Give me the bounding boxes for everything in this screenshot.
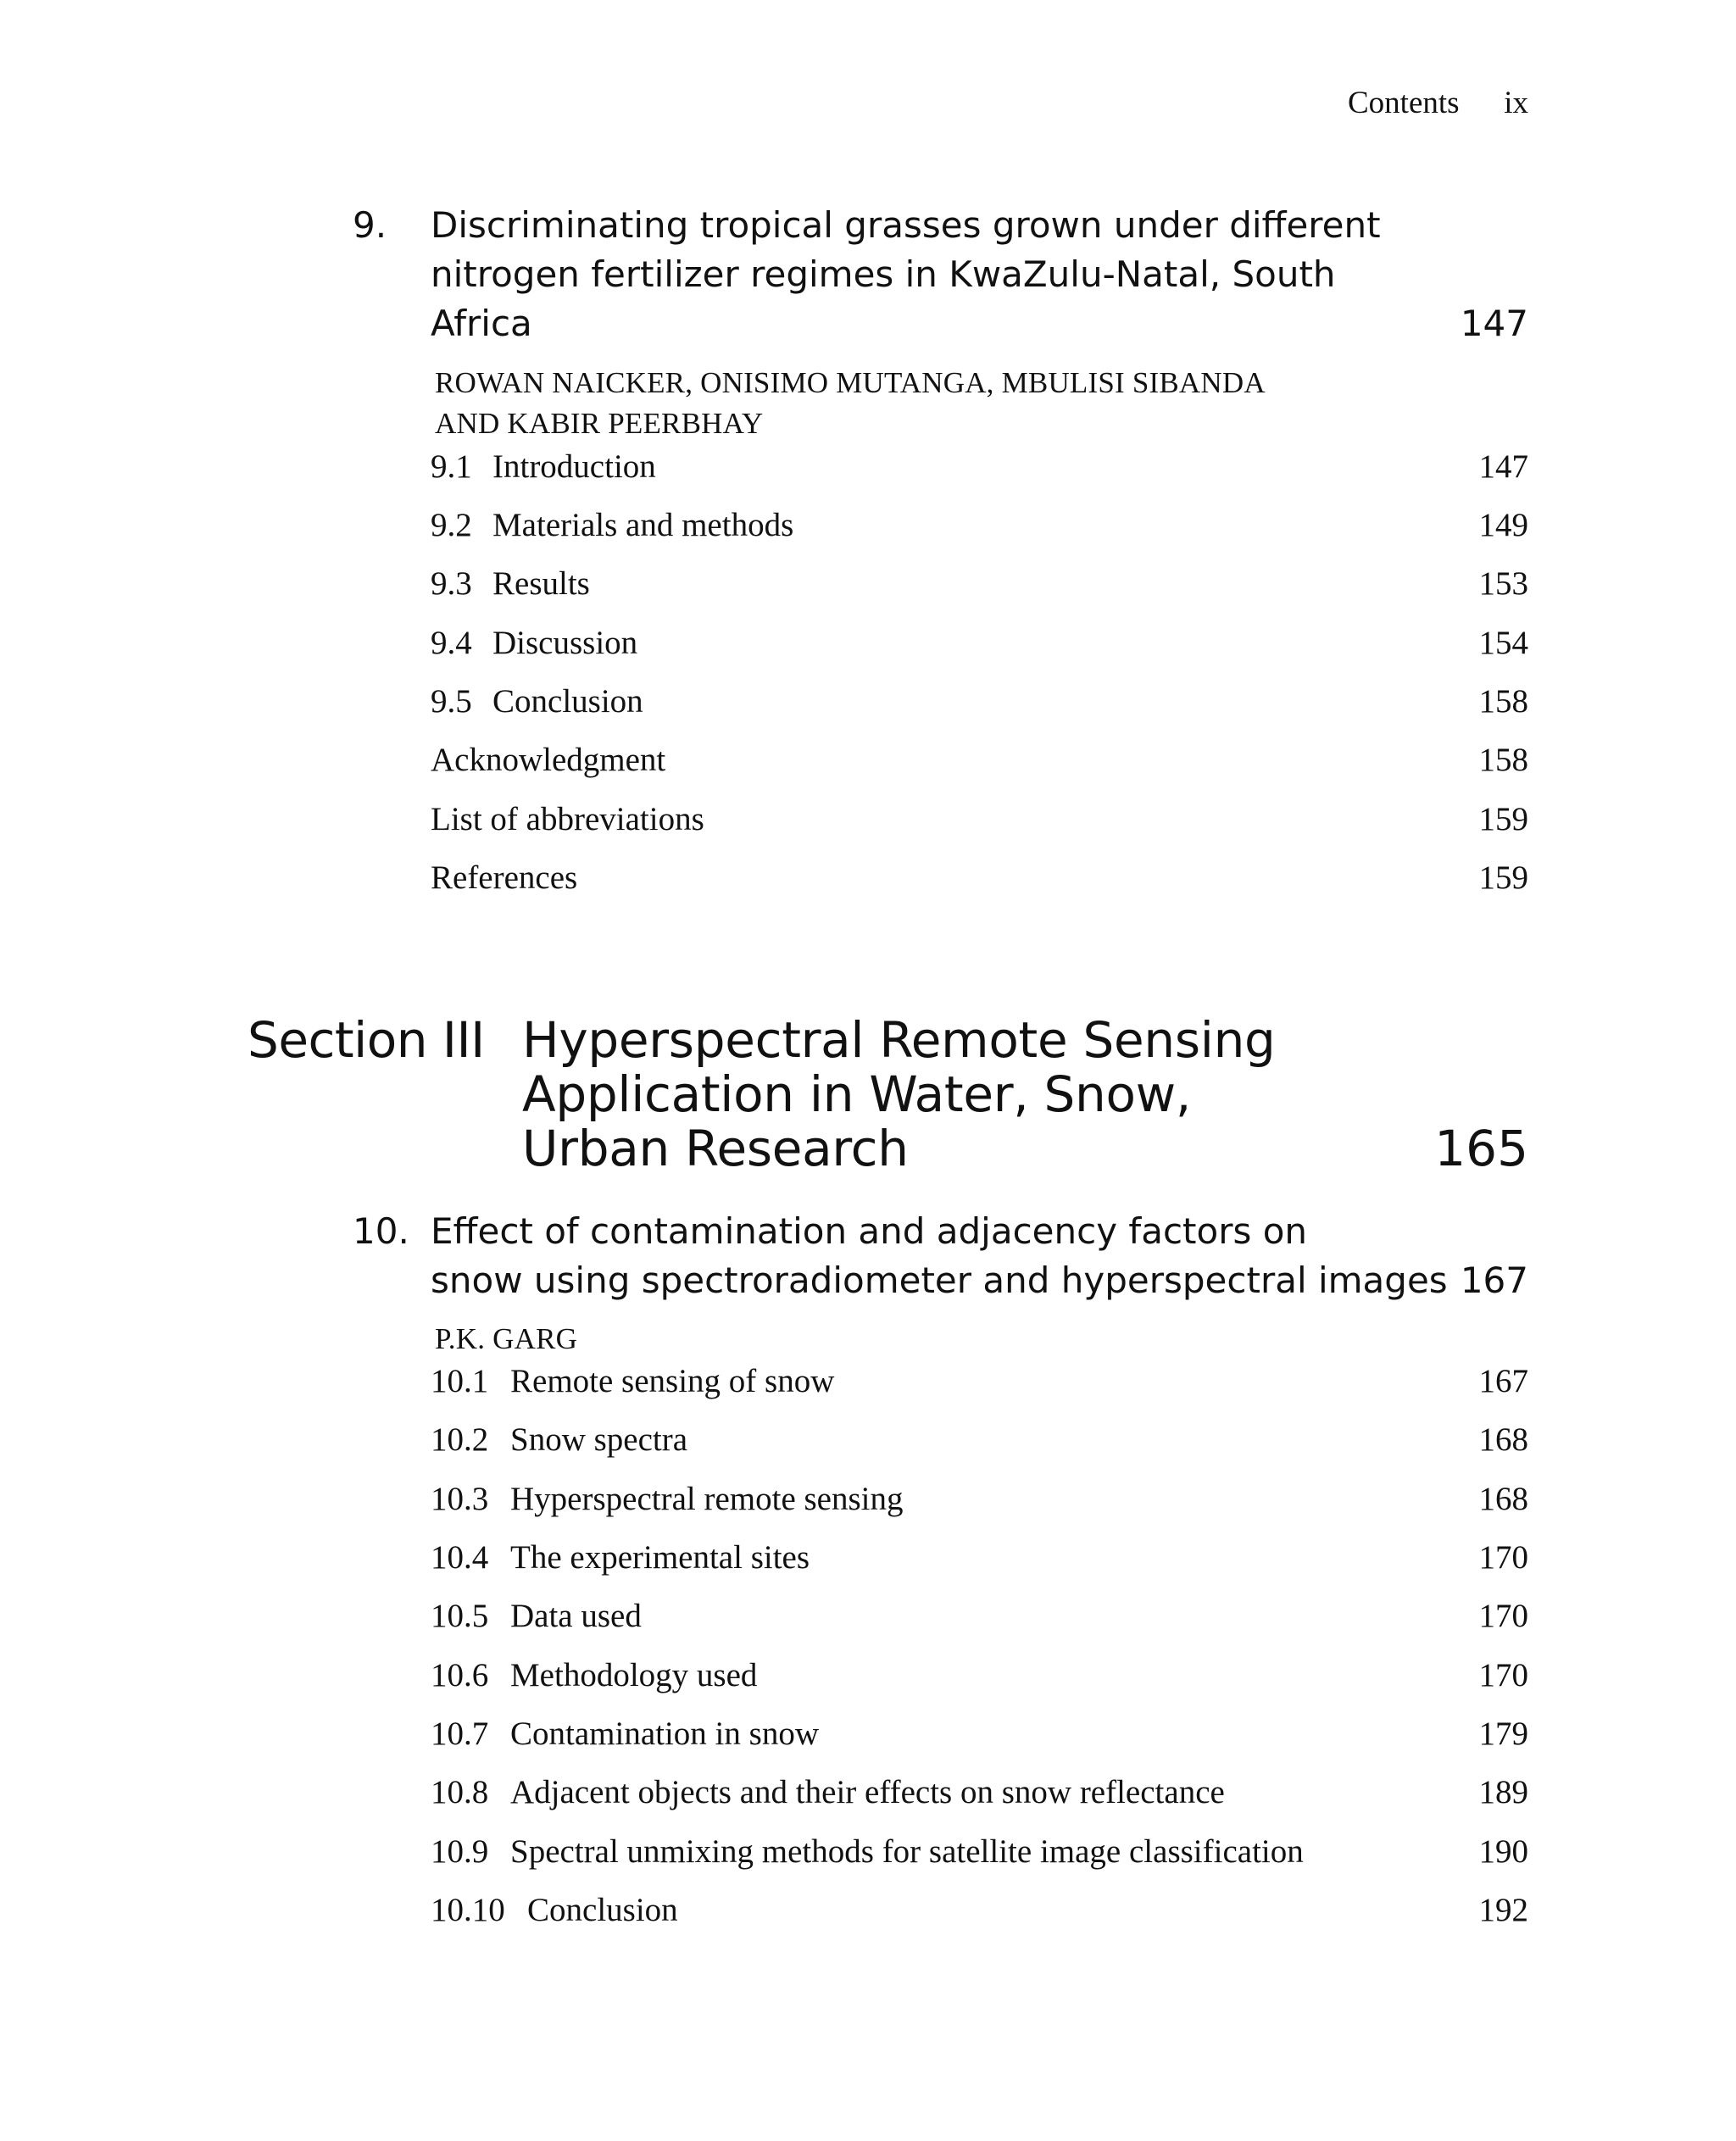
entry-title: Conclusion [527, 1892, 678, 1928]
toc-entry-10-1[interactable] [431, 1355, 1528, 1408]
running-header [1348, 85, 1528, 127]
toc-entry-10-5[interactable] [431, 1590, 1528, 1643]
entry-page: 149 [1478, 507, 1528, 543]
entry-number: 9.1 [431, 448, 472, 485]
entry-title: Adjacent objects and their effects on snow reflectance [510, 1774, 1225, 1810]
entry-title: Hyperspectral remote sensing [510, 1481, 904, 1517]
running-header-label: Contents [1348, 86, 1460, 120]
entry-title: Discussion [492, 625, 638, 661]
toc-entry-9-1[interactable] [431, 441, 1528, 493]
entry-page: 158 [1478, 683, 1528, 720]
author-line: P.K. GARG [435, 1322, 578, 1355]
toc-entry-10-4[interactable] [431, 1532, 1528, 1584]
section-title-line: Hyperspectral Remote Sensing [522, 1011, 1276, 1069]
section-title [522, 1013, 1370, 1176]
toc-entry-9-3[interactable] [431, 558, 1528, 610]
entry-number: 10.5 [431, 1598, 489, 1634]
entry-page: 147 [1478, 448, 1528, 485]
chapter-9-title [431, 201, 1499, 348]
toc-entry-10-2[interactable] [431, 1414, 1528, 1466]
entry-page: 192 [1478, 1892, 1528, 1928]
toc-entry-references[interactable] [431, 852, 1528, 904]
entry-page: 153 [1478, 565, 1528, 602]
chapter-9-page: 147 [1460, 303, 1528, 344]
entry-page: 158 [1478, 742, 1528, 778]
entry-number: 10.9 [431, 1833, 489, 1870]
toc-entry-9-4[interactable] [431, 617, 1528, 670]
chapter-10-page: 167 [1460, 1260, 1528, 1301]
toc-entry-10-8[interactable] [431, 1766, 1528, 1819]
toc-entry-10-7[interactable] [431, 1708, 1528, 1760]
entry-page: 168 [1478, 1481, 1528, 1517]
chapter-9-title-line: nitrogen fertilizer regimes in KwaZulu-Natal, South [431, 253, 1336, 295]
page-number: ix [1504, 86, 1528, 120]
entry-page: 159 [1478, 801, 1528, 837]
entry-title: Acknowledgment [431, 742, 666, 778]
entry-number: 10.10 [431, 1892, 505, 1928]
toc-entry-9-2[interactable] [431, 499, 1528, 552]
entry-title: Materials and methods [492, 507, 794, 543]
entry-number: 10.8 [431, 1774, 489, 1810]
entry-number: 9.2 [431, 507, 472, 543]
entry-title: Contamination in snow [510, 1716, 819, 1752]
entry-title: Results [492, 565, 590, 602]
entry-page: 154 [1478, 625, 1528, 661]
toc-entry-10-3[interactable] [431, 1473, 1528, 1526]
chapter-9-title-line: Discriminating tropical grasses grown under different [431, 204, 1381, 246]
entry-page: 159 [1478, 859, 1528, 896]
toc-entry-10-6[interactable] [431, 1649, 1528, 1702]
entry-number: 10.7 [431, 1716, 489, 1752]
author-line: ROWAN NAICKER, ONISIMO MUTANGA, MBULISI SIBANDA [435, 366, 1266, 399]
toc-entry-10-10[interactable] [431, 1884, 1528, 1937]
entry-page: 167 [1478, 1363, 1528, 1399]
entry-title: The experimental sites [510, 1539, 810, 1576]
entry-title: Data used [510, 1598, 642, 1634]
entry-number: 10.1 [431, 1363, 489, 1399]
toc-entry-abbreviations[interactable] [431, 793, 1528, 846]
chapter-10-title-line: Effect of contamination and adjacency factors on [431, 1210, 1308, 1252]
entry-number: 10.3 [431, 1481, 489, 1517]
chapter-10-title [431, 1207, 1499, 1305]
chapter-9-authors [435, 363, 1266, 444]
toc-entry-10-9[interactable] [431, 1826, 1528, 1878]
section-title-line: Urban Research [522, 1120, 909, 1177]
entry-page: 170 [1478, 1539, 1528, 1576]
entry-page: 170 [1478, 1598, 1528, 1634]
entry-title: Conclusion [492, 683, 643, 720]
entry-number: 9.5 [431, 683, 472, 720]
entry-number: 10.2 [431, 1421, 489, 1458]
entry-number: 10.6 [431, 1657, 489, 1693]
entry-title: List of abbreviations [431, 801, 704, 837]
author-line: AND KABIR PEERBHAY [435, 407, 764, 440]
entry-number: 10.4 [431, 1539, 489, 1576]
section-label: Section III [248, 1011, 485, 1069]
chapter-9-number: 9. [353, 204, 387, 246]
chapter-9-title-line: Africa [431, 303, 532, 344]
section-title-line: Application in Water, Snow, [522, 1065, 1191, 1123]
entry-title: Introduction [492, 448, 656, 485]
toc-entry-9-5[interactable] [431, 676, 1528, 728]
entry-page: 189 [1478, 1774, 1528, 1810]
entry-title: Remote sensing of snow [510, 1363, 835, 1399]
entry-title: Snow spectra [510, 1421, 688, 1458]
entry-page: 190 [1478, 1833, 1528, 1870]
entry-title: Spectral unmixing methods for satellite image classification [510, 1833, 1304, 1870]
section-page: 165 [1434, 1120, 1528, 1177]
entry-page: 168 [1478, 1421, 1528, 1458]
entry-number: 9.4 [431, 625, 472, 661]
entry-page: 170 [1478, 1657, 1528, 1693]
toc-entry-acknowledgment[interactable] [431, 734, 1528, 787]
chapter-10-title-line: snow using spectroradiometer and hyperspectral images [431, 1260, 1448, 1301]
entry-title: Methodology used [510, 1657, 758, 1693]
chapter-10-authors [435, 1319, 577, 1360]
entry-number: 9.3 [431, 565, 472, 602]
entry-title: References [431, 859, 578, 896]
entry-page: 179 [1478, 1716, 1528, 1752]
chapter-10-number: 10. [353, 1210, 409, 1252]
